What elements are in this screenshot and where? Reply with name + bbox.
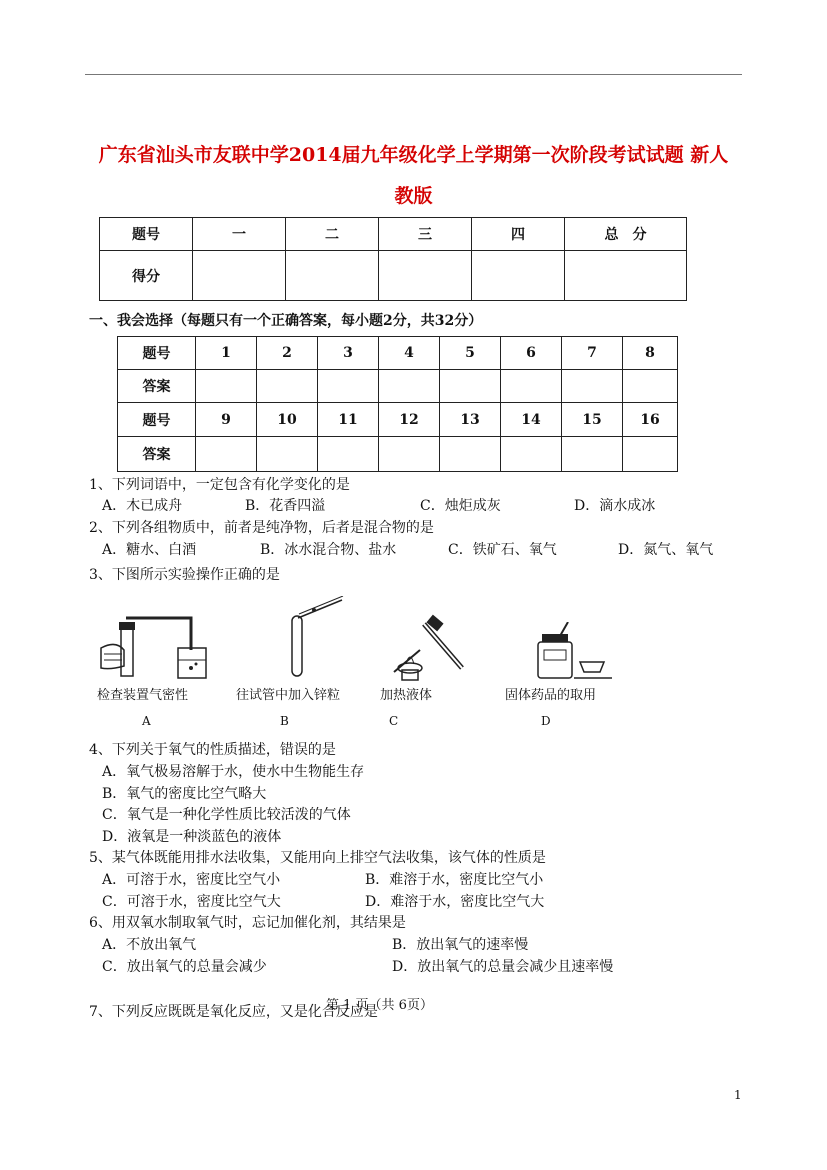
answer-row-label: 答案 xyxy=(118,370,196,403)
option-b: B．难溶于水，密度比空气小 xyxy=(365,872,544,888)
option-b: B．花香四溢 xyxy=(245,498,326,514)
option-d: D．氮气、氧气 xyxy=(618,542,714,558)
option-c: C．放出氧气的总量会减少 xyxy=(102,959,267,975)
question-number-cell: 12 xyxy=(379,403,440,437)
option-d: D．难溶于水，密度比空气大 xyxy=(365,894,545,910)
question-number-cell: 2 xyxy=(257,337,318,370)
score-row-label: 得分 xyxy=(100,251,193,301)
option-c: C．烛炬成灰 xyxy=(420,498,501,514)
answer-row-label: 题号 xyxy=(118,337,196,370)
figure-letter: B xyxy=(280,714,289,728)
question-number-cell: 1 xyxy=(196,337,257,370)
option-a: A．不放出氧气 xyxy=(102,937,197,953)
option-b: B．氧气的密度比空气略大 xyxy=(102,786,267,802)
question-number-cell: 7 xyxy=(562,337,623,370)
score-header-cell: 二 xyxy=(286,218,379,251)
document-title-line1: 广东省汕头市友联中学2014届九年级化学上学期第一次阶段考试试题 新人 xyxy=(98,144,729,166)
question-number-cell: 11 xyxy=(318,403,379,437)
score-header-cell: 一 xyxy=(193,218,286,251)
heating-liquid-figure xyxy=(384,610,469,682)
score-cell[interactable] xyxy=(193,251,286,301)
answer-cell[interactable] xyxy=(196,370,257,403)
option-a: A．可溶于水，密度比空气小 xyxy=(102,872,281,888)
question-number-cell: 15 xyxy=(562,403,623,437)
add-zinc-figure xyxy=(280,596,350,686)
option-d: D．滴水成冰 xyxy=(574,498,656,514)
answer-cell[interactable] xyxy=(257,370,318,403)
answer-cell[interactable] xyxy=(196,437,257,472)
figure-caption: 往试管中加入锌粒 xyxy=(236,688,341,703)
answer-table xyxy=(117,336,678,472)
question-number-cell: 5 xyxy=(440,337,501,370)
option-c: C．铁矿石、氧气 xyxy=(448,542,557,558)
question-stem: 7、下列反应既既是氧化反应，又是化合反应是 xyxy=(89,1004,378,1020)
question-number-cell: 14 xyxy=(501,403,562,437)
score-header-cell: 四 xyxy=(472,218,565,251)
answer-cell[interactable] xyxy=(257,437,318,472)
answer-row-label: 答案 xyxy=(118,437,196,472)
document-title-line2: 教版 xyxy=(394,185,433,207)
solid-reagent-figure xyxy=(530,622,620,682)
question-stem: 3、下图所示实验操作正确的是 xyxy=(89,567,280,583)
answer-cell[interactable] xyxy=(501,437,562,472)
score-table xyxy=(99,217,687,301)
score-cell[interactable] xyxy=(472,251,565,301)
score-header-cell: 总 分 xyxy=(565,218,687,251)
section-heading: 一、我会选择（每题只有一个正确答案，每小题2分，共32分） xyxy=(89,313,483,329)
figure-letter: D xyxy=(541,714,551,728)
option-d: D．液氧是一种淡蓝色的液体 xyxy=(102,829,282,845)
question-number-cell: 3 xyxy=(318,337,379,370)
answer-cell[interactable] xyxy=(562,437,623,472)
question-stem: 6、用双氧水制取氧气时，忘记加催化剂，其结果是 xyxy=(89,915,406,931)
option-b: B．放出氧气的速率慢 xyxy=(392,937,529,953)
answer-cell[interactable] xyxy=(623,370,678,403)
score-cell[interactable] xyxy=(565,251,687,301)
score-header-cell: 三 xyxy=(379,218,472,251)
answer-cell[interactable] xyxy=(379,370,440,403)
option-a: A．木已成舟 xyxy=(102,498,183,514)
answer-cell[interactable] xyxy=(318,370,379,403)
figure-caption: 加热液体 xyxy=(380,688,433,703)
option-b: B．冰水混合物、盐水 xyxy=(260,542,397,558)
header-rule xyxy=(85,74,742,75)
question-stem: 2、下列各组物质中，前者是纯净物，后者是混合物的是 xyxy=(89,520,434,536)
score-cell[interactable] xyxy=(286,251,379,301)
answer-cell[interactable] xyxy=(562,370,623,403)
answer-cell[interactable] xyxy=(440,437,501,472)
question-number-cell: 9 xyxy=(196,403,257,437)
question-number-cell: 8 xyxy=(623,337,678,370)
question-number-cell: 4 xyxy=(379,337,440,370)
figure-letter: C xyxy=(389,714,399,728)
question-number-cell: 16 xyxy=(623,403,678,437)
figure-caption: 检查装置气密性 xyxy=(97,688,189,703)
option-a: A．氧气极易溶解于水，使水中生物能生存 xyxy=(102,764,365,780)
score-cell[interactable] xyxy=(379,251,472,301)
question-number-cell: 10 xyxy=(257,403,318,437)
answer-cell[interactable] xyxy=(379,437,440,472)
question-stem: 4、下列关于氧气的性质描述，错误的是 xyxy=(89,742,336,758)
option-d: D．放出氧气的总量会减少且速率慢 xyxy=(392,959,614,975)
page-footer: 第 1 页（共 6页） xyxy=(326,998,433,1013)
figure-caption: 固体药品的取用 xyxy=(505,688,597,703)
answer-cell[interactable] xyxy=(623,437,678,472)
answer-cell[interactable] xyxy=(501,370,562,403)
question-stem: 5、某气体既能用排水法收集，又能用向上排空气法收集，该气体的性质是 xyxy=(89,850,546,866)
question-stem: 1、下列词语中，一定包含有化学变化的是 xyxy=(89,477,350,493)
page-number: 1 xyxy=(734,1088,742,1102)
question-number-cell: 6 xyxy=(501,337,562,370)
answer-cell[interactable] xyxy=(318,437,379,472)
score-header-cell: 题号 xyxy=(100,218,193,251)
answer-row-label: 题号 xyxy=(118,403,196,437)
option-c: C．可溶于水，密度比空气大 xyxy=(102,894,281,910)
airtightness-check-figure xyxy=(96,610,226,682)
figure-letter: A xyxy=(142,714,151,728)
option-a: A．糖水、白酒 xyxy=(102,542,197,558)
option-c: C．氧气是一种化学性质比较活泼的气体 xyxy=(102,807,351,823)
answer-cell[interactable] xyxy=(440,370,501,403)
question-number-cell: 13 xyxy=(440,403,501,437)
